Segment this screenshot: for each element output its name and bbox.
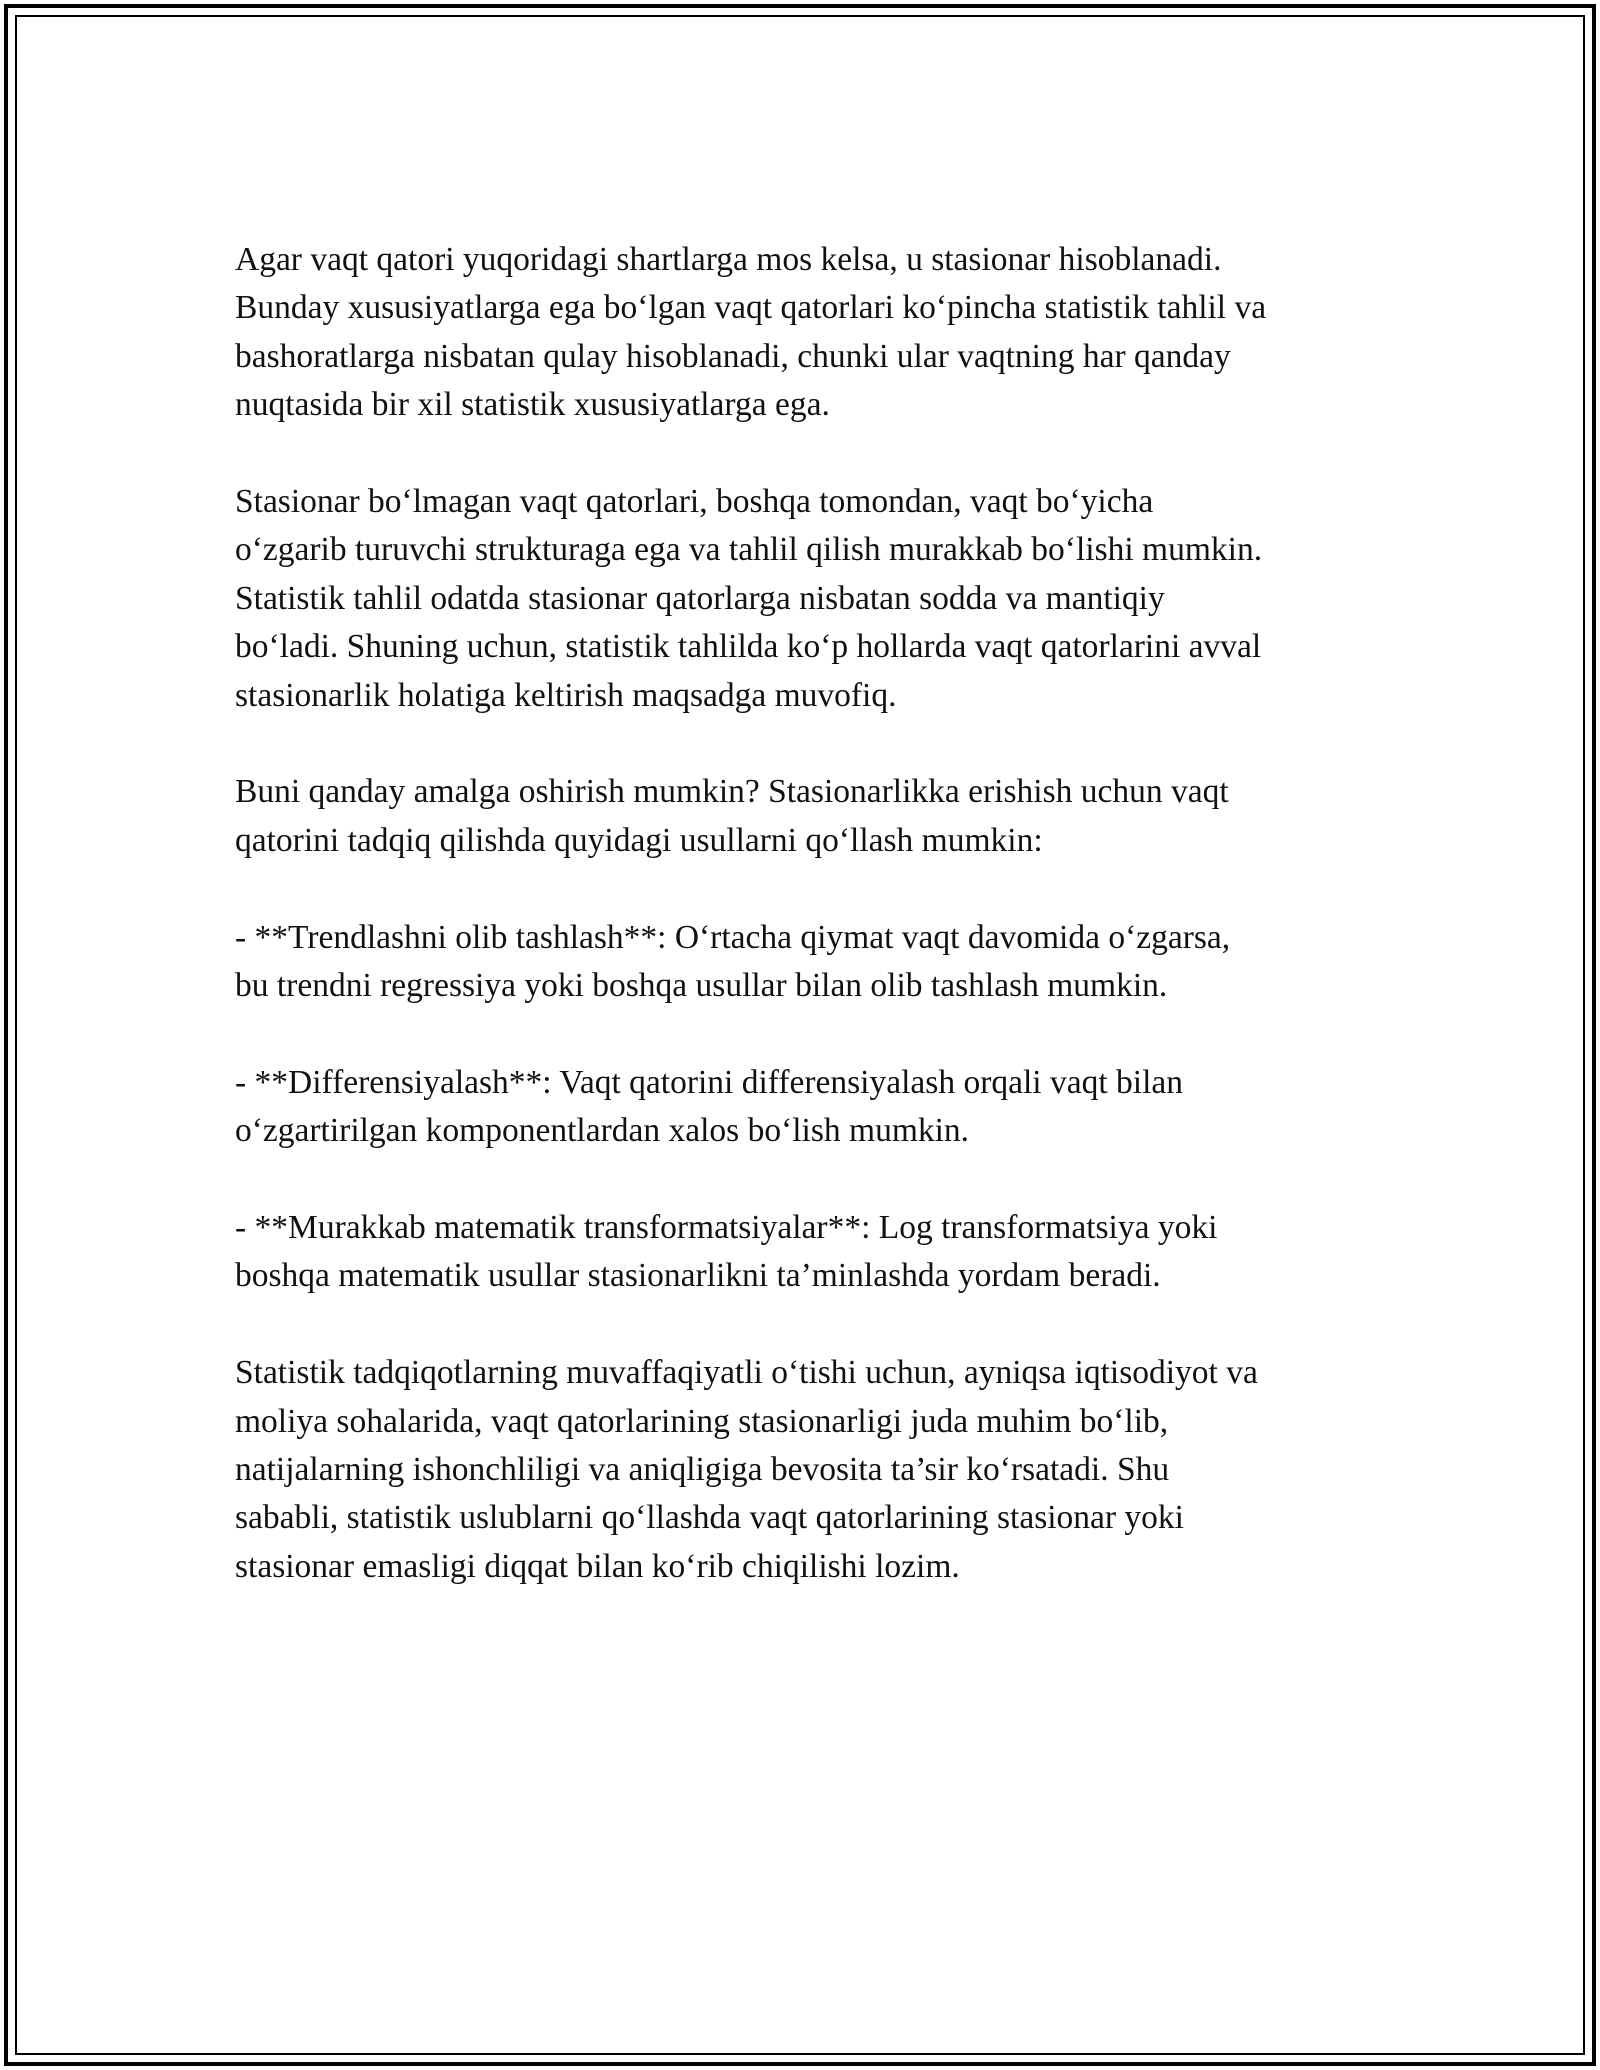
list-item-detrending: - **Trendlashni olib tashlash**: O‘rtacha qiymat vaqt davomida o‘zgarsa, bu trendni regressiya yoki boshqa usullar bilan olib tashlash mumkin. bbox=[235, 918, 1231, 1005]
document-body bbox=[235, 236, 1375, 1640]
paragraph-non-stationary: Stasionar bo‘lmagan vaqt qatorlari, boshqa tomondan, vaqt bo‘yicha o‘zgarib turuvchi strukturaga ega va tahlil qilish murakkab bo‘lishi mumkin. Statistik tahlil odatda stasionar qatorlarga nisbatan sodda va mantiqiy bo‘ladi. Shuning uchun, statistik tahlilda ko‘p hollarda vaqt qatorlarini avval stasionarlik holatiga keltirish maqsadga muvofiq. bbox=[235, 483, 1263, 714]
paragraph-conclusion: Statistik tadqiqotlarning muvaffaqiyatli o‘tishi uchun, ayniqsa iqtisodiyot va moliya sohalarida, vaqt qatorlarining stasionarligi juda muhim bo‘lib, natijalarning ishonchliligi va aniqligiga bevosita ta’sir ko‘rsatadi. Shu sababli, statistik uslublarni qo‘llashda vaqt qatorlarining stasionar yoki stasionar emasligi diqqat bilan ko‘rib chiqilishi lozim. bbox=[235, 1354, 1258, 1585]
list-item-transformations: - **Murakkab matematik transformatsiyalar**: Log transformatsiya yoki boshqa matematik usullar stasionarlikni ta’minlashda yordam beradi. bbox=[235, 1209, 1218, 1295]
paragraph-stationary-definition: Agar vaqt qatori yuqoridagi shartlarga mos kelsa, u stasionar hisoblanadi. Bunday xususiyatlarga ega bo‘lgan vaqt qatorlari ko‘pincha statistik tahlil va bashoratlarga nisbatan qulay hisoblanadi, chunki ular vaqtning har qanday nuqtasida bir xil statistik xususiyatlarga ega. bbox=[235, 241, 1267, 424]
paragraph-how-to-achieve: Buni qanday amalga oshirish mumkin? Stasionarlikka erishish uchun vaqt qatorini tadqiq qilishda quyidagi usullarni qo‘llash mumkin: bbox=[235, 773, 1229, 859]
list-item-differencing: - **Differensiyalash**: Vaqt qatorini differensiyalash orqali vaqt bilan o‘zgartirilgan komponentlardan xalos bo‘lish mumkin. bbox=[235, 1063, 1183, 1150]
